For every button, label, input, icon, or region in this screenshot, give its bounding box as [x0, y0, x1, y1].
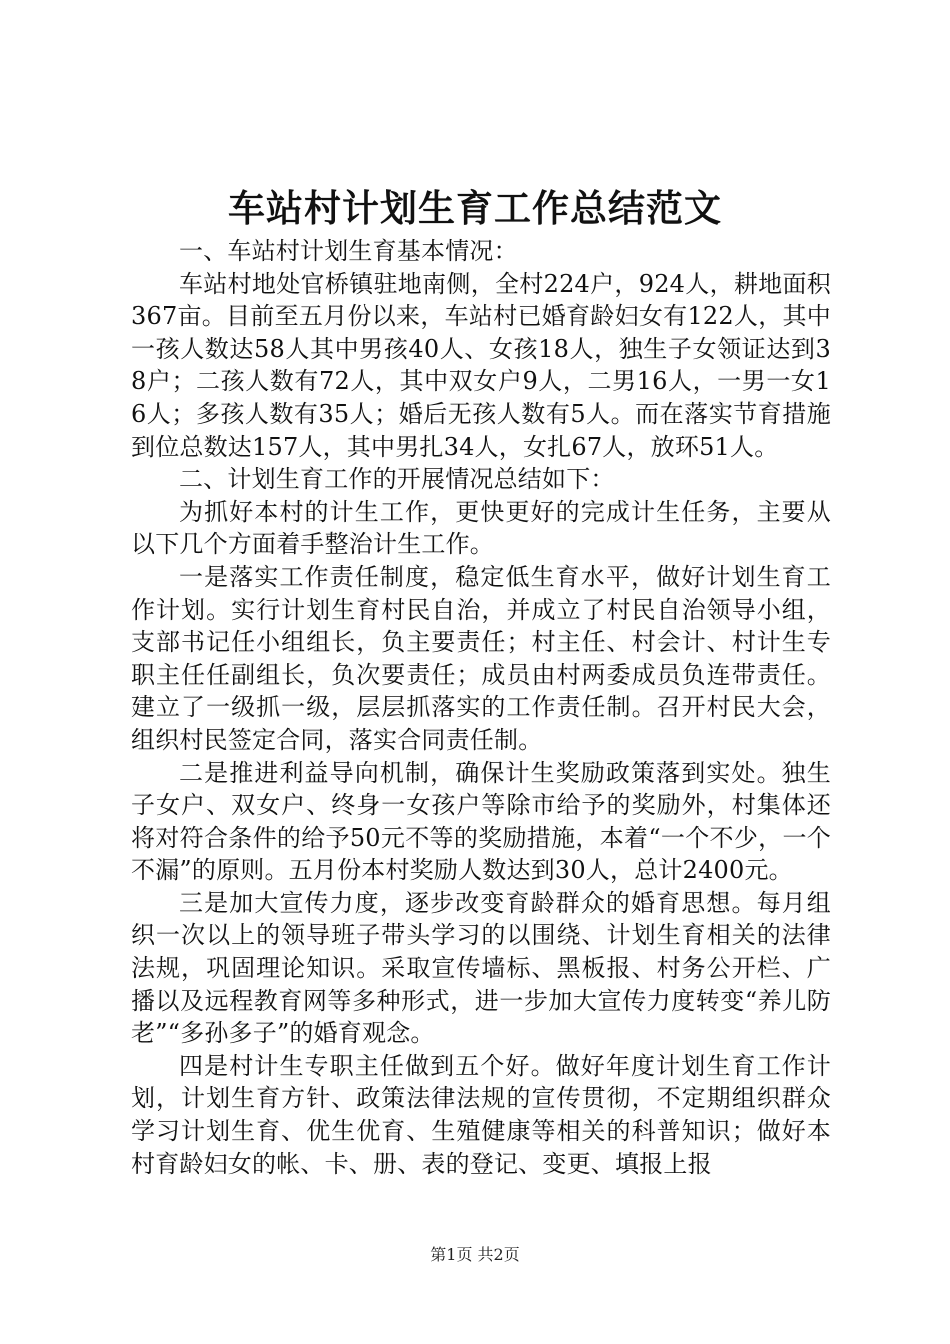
document-body: [131, 235, 831, 1180]
paragraph-point-2: 二是推进利益导向机制，确保计生奖励政策落到实处。独生子女户、双女户、终身一女孩户等除市给予的奖励外，村集体还将对符合条件的给予50元不等的奖励措施，本着“一个不少，一个不漏”的原则。五月份本村奖励人数达到30人，总计2400元。: [131, 758, 831, 885]
paragraph-point-3: 三是加大宣传力度，逐步改变育龄群众的婚育思想。每月组织一次以上的领导班子带头学习的以围绕、计划生育相关的法律法规，巩固理论知识。采取宣传墙标、黑板报、村务公开栏、广播以及远程教育网等多种形式，进一步加大宣传力度转变“养儿防老”“多孙多子”的婚育观念。: [131, 888, 831, 1048]
page-footer: 第1页 共2页: [430, 1245, 520, 1264]
section-heading-2: 二、计划生育工作的开展情况总结如下：: [179, 465, 615, 494]
paragraph-point-1: 一是落实工作责任制度，稳定低生育水平，做好计划生育工作计划。实行计划生育村民自治，并成立了村民自治领导小组，支部书记任小组组长，负主要责任；村主任、村会计、村计生专职主任任副组长，负次要责任；成员由村两委成员负连带责任。建立了一级抓一级，层层抓落实的工作责任制。召开村民大会，组织村民签定合同，落实合同责任制。: [131, 562, 831, 754]
paragraph-intro: 为抓好本村的计生工作，更快更好的完成计生任务，主要从以下几个方面着手整治计生工作。: [131, 497, 831, 559]
paragraph-basic-situation: 车站村地处官桥镇驻地南侧，全村224户，924人，耕地面积367亩。目前至五月份以来，车站村已婚育龄妇女有122人，其中一孩人数达58人其中男孩40人、女孩18人，独生子女领证达到38户；二孩人数有72人，其中双女户9人，二男16人，一男一女16人；多孩人数有35人；婚后无孩人数有5人。而在落实节育措施到位总数达157人，其中男扎34人，女扎67人，放环51人。: [131, 269, 831, 461]
paragraph-point-4: 四是村计生专职主任做到五个好。做好年度计划生育工作计划，计划生育方针、政策法律法规的宣传贯彻，不定期组织群众学习计划生育、优生优育、生殖健康等相关的科普知识；做好本村育龄妇女的帐、卡、册、表的登记、变更、填报上报: [131, 1051, 831, 1178]
section-heading-1: 一、车站村计划生育基本情况：: [179, 237, 518, 265]
document-title: 车站村计划生育工作总结范文: [228, 186, 722, 230]
